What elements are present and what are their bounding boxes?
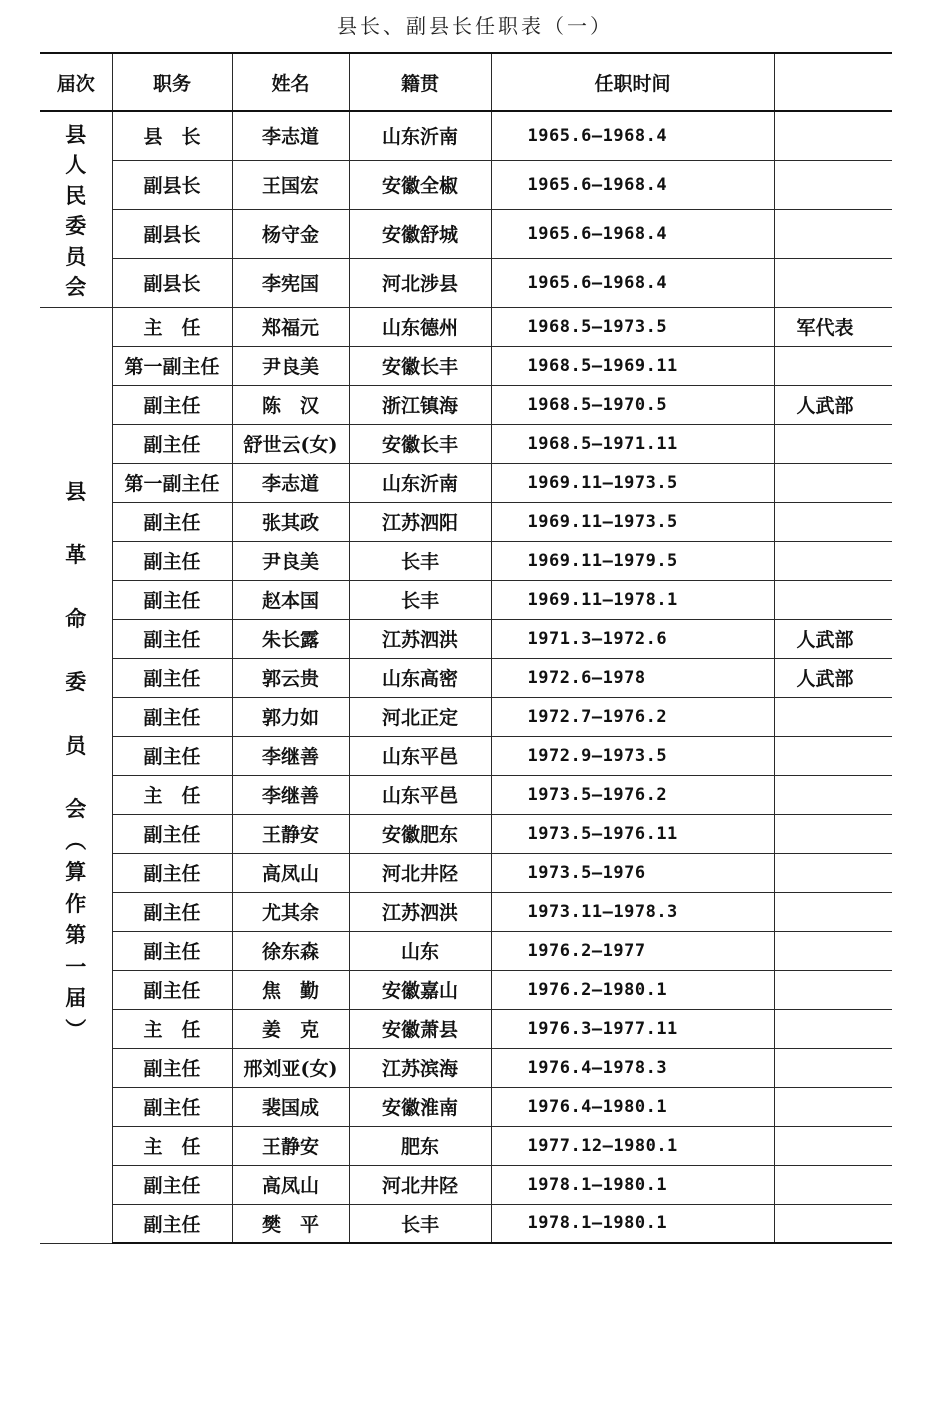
table-row <box>40 580 892 619</box>
origin-cell: 河北井陉 <box>349 853 491 892</box>
name-cell: 杨守金 <box>232 209 349 258</box>
position-cell: 副主任 <box>112 619 232 658</box>
term-char: 作 <box>65 890 87 916</box>
origin-cell: 长丰 <box>349 1204 491 1243</box>
header-row <box>40 53 892 111</box>
note-cell <box>774 1087 892 1126</box>
term-char: ︵ <box>65 827 87 853</box>
term-char: ︶ <box>65 1016 87 1042</box>
note-cell <box>774 853 892 892</box>
origin-cell: 江苏泗洪 <box>349 619 491 658</box>
note-cell <box>774 258 892 307</box>
origin-cell: 江苏滨海 <box>349 1048 491 1087</box>
table-row <box>40 814 892 853</box>
table-row <box>40 385 892 424</box>
name-cell: 尹良美 <box>232 346 349 385</box>
name-cell: 高凤山 <box>232 853 349 892</box>
note-cell <box>774 970 892 1009</box>
origin-cell: 江苏泗阳 <box>349 502 491 541</box>
origin-cell: 山东平邑 <box>349 736 491 775</box>
period-cell: 1978.1—1980.1 <box>491 1165 774 1204</box>
name-cell: 郭云贵 <box>232 658 349 697</box>
table-row <box>40 1126 892 1165</box>
term-char: 员 <box>65 732 87 758</box>
position-cell: 副主任 <box>112 970 232 1009</box>
origin-cell: 安徽淮南 <box>349 1087 491 1126</box>
origin-cell: 安徽长丰 <box>349 346 491 385</box>
origin-cell: 山东平邑 <box>349 775 491 814</box>
note-cell <box>774 160 892 209</box>
term-char: 会 <box>65 796 87 821</box>
origin-cell: 浙江镇海 <box>349 385 491 424</box>
position-cell: 副县长 <box>112 209 232 258</box>
period-cell: 1976.2—1977 <box>491 931 774 970</box>
note-cell <box>774 931 892 970</box>
note-cell <box>774 209 892 258</box>
note-cell <box>774 1126 892 1165</box>
period-cell: 1972.6—1978 <box>491 658 774 697</box>
term-char: 革 <box>65 542 87 567</box>
name-cell: 焦 勤 <box>232 970 349 1009</box>
position-cell: 县 长 <box>112 111 232 160</box>
note-cell: 人武部 <box>774 619 892 658</box>
term-char: 员 <box>65 243 87 269</box>
origin-cell: 山东沂南 <box>349 111 491 160</box>
period-cell: 1965.6—1968.4 <box>491 160 774 209</box>
name-cell: 郑福元 <box>232 307 349 346</box>
table-row <box>40 1009 892 1048</box>
position-cell: 副主任 <box>112 385 232 424</box>
period-cell: 1969.11—1973.5 <box>491 463 774 502</box>
name-cell: 李继善 <box>232 736 349 775</box>
note-cell <box>774 424 892 463</box>
position-cell: 副主任 <box>112 502 232 541</box>
table-row <box>40 775 892 814</box>
term-char: 委 <box>65 213 87 239</box>
table-row <box>40 1204 892 1243</box>
origin-cell: 长丰 <box>349 580 491 619</box>
period-cell: 1965.6—1968.4 <box>491 209 774 258</box>
table-row <box>40 346 892 385</box>
period-cell: 1973.5—1976.2 <box>491 775 774 814</box>
table-row <box>40 736 892 775</box>
origin-cell: 江苏泗洪 <box>349 892 491 931</box>
position-cell: 副主任 <box>112 736 232 775</box>
position-cell: 副县长 <box>112 160 232 209</box>
note-cell <box>774 1165 892 1204</box>
note-cell <box>774 1048 892 1087</box>
position-cell: 副主任 <box>112 697 232 736</box>
header-period: 任职时间 <box>491 53 774 111</box>
header-origin: 籍贯 <box>349 53 491 111</box>
period-cell: 1976.3—1977.11 <box>491 1009 774 1048</box>
name-cell: 李志道 <box>232 463 349 502</box>
term-char: 第 <box>65 922 87 947</box>
origin-cell: 山东沂南 <box>349 463 491 502</box>
table-row <box>40 1165 892 1204</box>
period-cell: 1973.5—1976.11 <box>491 814 774 853</box>
name-cell: 樊 平 <box>232 1204 349 1243</box>
position-cell: 第一副主任 <box>112 463 232 502</box>
name-cell: 舒世云(女) <box>232 424 349 463</box>
name-cell: 李宪国 <box>232 258 349 307</box>
origin-cell: 安徽全椒 <box>349 160 491 209</box>
term-char: 算 <box>65 859 87 884</box>
term-char: 县 <box>65 122 87 147</box>
period-cell: 1968.5—1970.5 <box>491 385 774 424</box>
note-cell <box>774 541 892 580</box>
table-row <box>40 209 892 258</box>
table-row <box>40 658 892 697</box>
table-row <box>40 853 892 892</box>
name-cell: 高凤山 <box>232 1165 349 1204</box>
note-cell <box>774 502 892 541</box>
name-cell: 姜 克 <box>232 1009 349 1048</box>
note-cell <box>774 892 892 931</box>
term-char: 民 <box>65 182 87 208</box>
period-cell: 1976.4—1978.3 <box>491 1048 774 1087</box>
name-cell: 李继善 <box>232 775 349 814</box>
position-cell: 副主任 <box>112 1087 232 1126</box>
period-cell: 1978.1—1980.1 <box>491 1204 774 1243</box>
note-cell <box>774 697 892 736</box>
position-cell: 主 任 <box>112 1126 232 1165</box>
position-cell: 副主任 <box>112 541 232 580</box>
table-row <box>40 970 892 1009</box>
term-char: 会 <box>65 274 87 300</box>
name-cell: 张其政 <box>232 502 349 541</box>
name-cell: 王静安 <box>232 1126 349 1165</box>
period-cell: 1968.5—1973.5 <box>491 307 774 346</box>
note-cell <box>774 1009 892 1048</box>
header-name: 姓名 <box>232 53 349 111</box>
origin-cell: 山东德州 <box>349 307 491 346</box>
note-cell <box>774 1204 892 1243</box>
position-cell: 副主任 <box>112 580 232 619</box>
term-char: 届 <box>65 985 87 1010</box>
name-cell: 朱长露 <box>232 619 349 658</box>
origin-cell: 肥东 <box>349 1126 491 1165</box>
period-cell: 1968.5—1971.11 <box>491 424 774 463</box>
position-cell: 第一副主任 <box>112 346 232 385</box>
term-char: 一 <box>65 953 87 979</box>
note-cell <box>774 814 892 853</box>
term-char: 命 <box>65 605 87 631</box>
appointments-table <box>40 52 892 1244</box>
table-row <box>40 258 892 307</box>
table-row <box>40 424 892 463</box>
position-cell: 主 任 <box>112 307 232 346</box>
position-cell: 主 任 <box>112 775 232 814</box>
position-cell: 副主任 <box>112 658 232 697</box>
period-cell: 1973.11—1978.3 <box>491 892 774 931</box>
period-cell: 1973.5—1976 <box>491 853 774 892</box>
note-cell <box>774 736 892 775</box>
header-position: 职务 <box>112 53 232 111</box>
term-char: 县 <box>65 478 87 504</box>
term-char: 人 <box>65 152 87 178</box>
note-cell <box>774 463 892 502</box>
origin-cell: 安徽舒城 <box>349 209 491 258</box>
position-cell: 副主任 <box>112 1048 232 1087</box>
name-cell: 李志道 <box>232 111 349 160</box>
note-cell: 人武部 <box>774 385 892 424</box>
origin-cell: 安徽肥东 <box>349 814 491 853</box>
period-cell: 1965.6—1968.4 <box>491 111 774 160</box>
origin-cell: 山东 <box>349 931 491 970</box>
table-body <box>40 111 892 1243</box>
table-row <box>40 892 892 931</box>
header-term: 届次 <box>40 53 112 111</box>
position-cell: 副主任 <box>112 814 232 853</box>
period-cell: 1976.4—1980.1 <box>491 1087 774 1126</box>
table-row <box>40 502 892 541</box>
origin-cell: 安徽嘉山 <box>349 970 491 1009</box>
name-cell: 陈 汉 <box>232 385 349 424</box>
period-cell: 1976.2—1980.1 <box>491 970 774 1009</box>
table-row <box>40 111 892 160</box>
origin-cell: 安徽长丰 <box>349 424 491 463</box>
name-cell: 邢刘亚(女) <box>232 1048 349 1087</box>
period-cell: 1977.12—1980.1 <box>491 1126 774 1165</box>
page-title: 县长、副县长任职表（一） <box>337 14 613 38</box>
period-cell: 1972.9—1973.5 <box>491 736 774 775</box>
origin-cell: 河北涉县 <box>349 258 491 307</box>
name-cell: 王国宏 <box>232 160 349 209</box>
name-cell: 尹良美 <box>232 541 349 580</box>
table-row <box>40 697 892 736</box>
table-row <box>40 619 892 658</box>
header-note <box>774 53 892 111</box>
origin-cell: 长丰 <box>349 541 491 580</box>
position-cell: 副主任 <box>112 1204 232 1243</box>
name-cell: 裴国成 <box>232 1087 349 1126</box>
note-cell: 人武部 <box>774 658 892 697</box>
note-cell <box>774 346 892 385</box>
table-row <box>40 463 892 502</box>
note-cell <box>774 775 892 814</box>
period-cell: 1972.7—1976.2 <box>491 697 774 736</box>
term-cell <box>40 307 112 1243</box>
position-cell: 副主任 <box>112 424 232 463</box>
position-cell: 副县长 <box>112 258 232 307</box>
note-cell <box>774 580 892 619</box>
position-cell: 主 任 <box>112 1009 232 1048</box>
table-row <box>40 931 892 970</box>
period-cell: 1968.5—1969.11 <box>491 346 774 385</box>
position-cell: 副主任 <box>112 931 232 970</box>
name-cell: 赵本国 <box>232 580 349 619</box>
table-row <box>40 1087 892 1126</box>
note-cell: 军代表 <box>774 307 892 346</box>
period-cell: 1969.11—1973.5 <box>491 502 774 541</box>
table-row <box>40 160 892 209</box>
table-row <box>40 307 892 346</box>
term-cell <box>40 111 112 307</box>
origin-cell: 河北井陉 <box>349 1165 491 1204</box>
name-cell: 郭力如 <box>232 697 349 736</box>
name-cell: 尤其余 <box>232 892 349 931</box>
period-cell: 1969.11—1979.5 <box>491 541 774 580</box>
position-cell: 副主任 <box>112 892 232 931</box>
period-cell: 1965.6—1968.4 <box>491 258 774 307</box>
origin-cell: 安徽萧县 <box>349 1009 491 1048</box>
name-cell: 徐东森 <box>232 931 349 970</box>
origin-cell: 山东高密 <box>349 658 491 697</box>
period-cell: 1971.3—1972.6 <box>491 619 774 658</box>
position-cell: 副主任 <box>112 1165 232 1204</box>
name-cell: 王静安 <box>232 814 349 853</box>
position-cell: 副主任 <box>112 853 232 892</box>
origin-cell: 河北正定 <box>349 697 491 736</box>
period-cell: 1969.11—1978.1 <box>491 580 774 619</box>
table-row <box>40 541 892 580</box>
table-row <box>40 1048 892 1087</box>
term-char: 委 <box>65 669 87 694</box>
note-cell <box>774 111 892 160</box>
